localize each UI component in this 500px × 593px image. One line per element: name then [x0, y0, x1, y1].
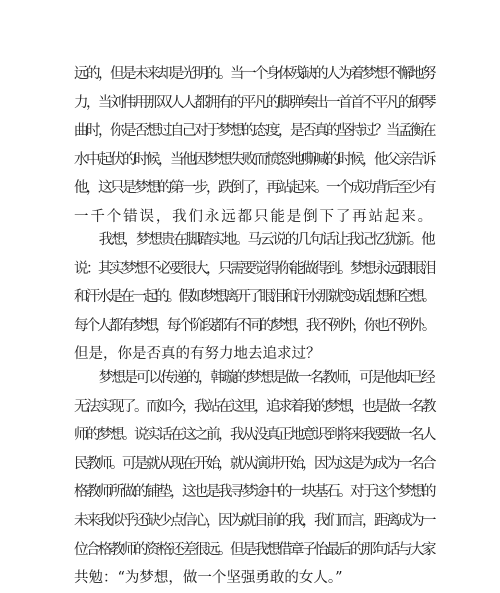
paragraph-2: [74, 226, 434, 369]
paragraph-3: [74, 364, 434, 593]
text-line: 格教师所做的铺垫，这也是我寻梦途中的一块基石。对于这个梦想的: [74, 484, 434, 501]
text-line: 远的，但是未来却是光明的。当一个身体残缺的人为着梦想不懈地努: [74, 66, 434, 82]
text-line: 位合格教师的资格还差很远。但是我想借章子怡最后的那句话与大家: [74, 541, 434, 558]
text-line: 水中起伏的时候，当他因梦想失败而愤怒地嘶喊的时候，他父亲告诉: [74, 151, 434, 168]
text-line: 一千个错误，我们永远都只能是倒下了再站起来。: [74, 208, 434, 225]
text-line: 和汗水是在一起的。假如梦想离开了眼泪和汗水那就变成乱想和空想。: [74, 289, 434, 306]
text-line: 我想，梦想贵在脚踏实地。马云说的几句话让我记忆犹新。他: [74, 232, 434, 248]
text-line: 他，这只是梦想的第一步，跌倒了，再站起来。一个成功背后至少有: [74, 180, 434, 197]
text-line: 说：其实梦想不必要很大，只需要觉得你能做得到。梦想永远跟眼泪: [74, 260, 434, 277]
text-line: 曲时，你是否想过自己对于梦想的态度，是否真的坚持过？当孟衡在: [74, 123, 434, 140]
text-line: 力，当刘伟用那双人人都拥有的平凡的脚弹奏出一首首不平凡的钢琴: [74, 94, 434, 111]
text-line: 民教师。可是就从现在开始，就从演讲开始，因为这是为成为一名合: [74, 455, 434, 472]
text-line: 每个人都有梦想，每个阶段都有不同的梦想，我不例外，你也不例外。: [74, 317, 434, 334]
text-line: 师的梦想。说实话在这之前，我从没真正地意识到将来我要做一名人: [74, 427, 434, 444]
text-line: 无法实现了。而如今，我站在这里，追求着我的梦想，也是做一名教: [74, 398, 434, 415]
paragraph-1: [74, 60, 434, 232]
text-line: 共勉：“为梦想，做一个坚强勇敢的女人。”: [74, 570, 343, 587]
text-line: 未来我似乎还缺少点信心，因为就目前的我，我们而言，距离成为一: [74, 512, 434, 529]
text-line: 梦想是可以传递的，韩璇的梦想是做一名教师，可是他却已经: [74, 370, 434, 386]
text-line: 但是，你是否真的有努力地去追求过？: [74, 346, 321, 363]
